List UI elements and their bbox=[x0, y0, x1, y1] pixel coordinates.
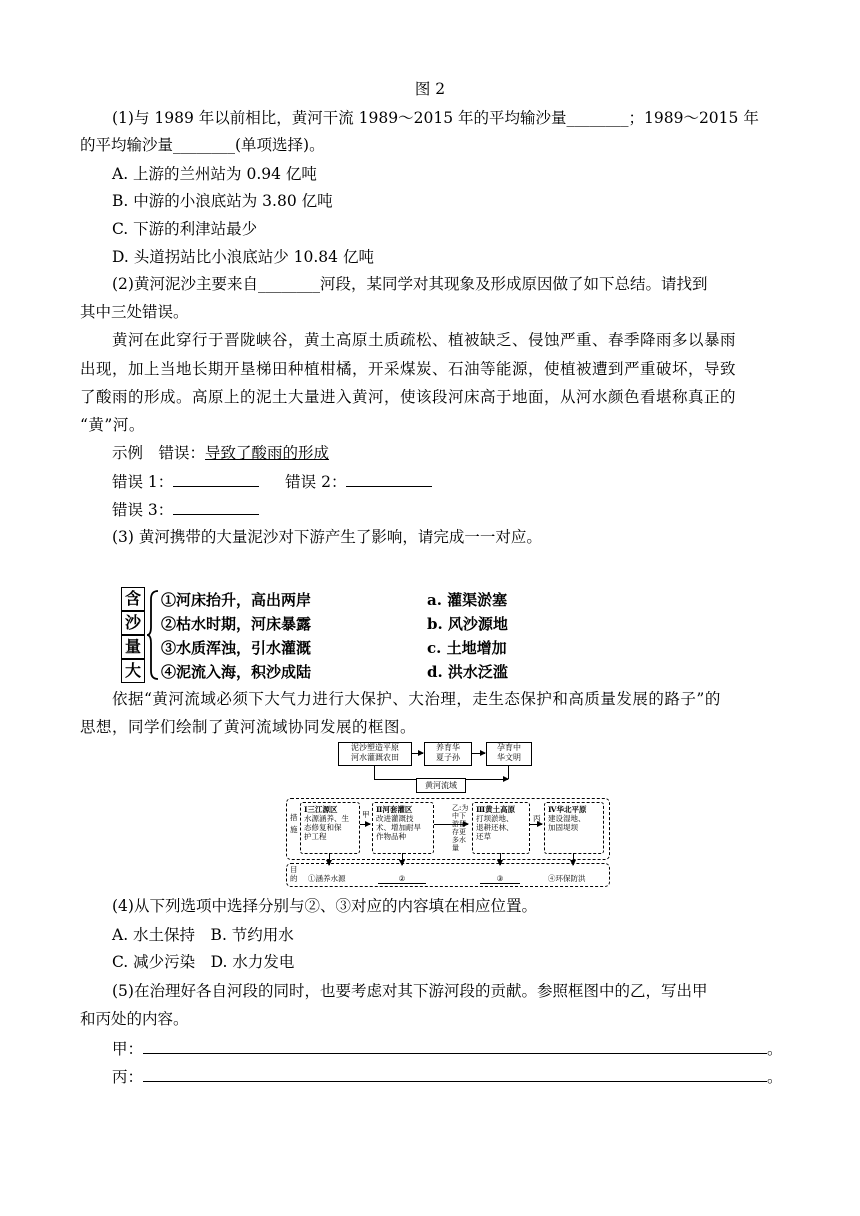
region-3: Ⅲ黄土高原 打坝淤地、 退耕还林、 还草 bbox=[472, 802, 530, 854]
example-prefix: 示例 错误： bbox=[112, 444, 206, 462]
bing-blank[interactable] bbox=[143, 1065, 767, 1082]
region-4: Ⅳ华北平原 建设湿地、 加固堤坝 bbox=[544, 802, 604, 854]
jia-blank[interactable] bbox=[143, 1037, 767, 1054]
side-char-4: 大 bbox=[121, 659, 145, 683]
flow-diagram bbox=[286, 742, 610, 886]
q5-jia-row: 甲： 。 bbox=[112, 1037, 783, 1060]
right-item-a: a. 灌渠淤塞 bbox=[427, 591, 508, 609]
q4-text: (4)从下列选项中选择分别与②、③对应的内容填在相应位置。 bbox=[112, 897, 537, 915]
top-box-2: 养育华 夏子孙 bbox=[424, 742, 472, 766]
q2-example bbox=[112, 442, 329, 464]
error2-blank[interactable] bbox=[346, 470, 432, 487]
left-item-4: ④泥流入海，积沙成陆 bbox=[161, 663, 312, 681]
jia-label: 甲： bbox=[112, 1040, 144, 1058]
left-item-3: ③水质浑浊，引水灌溉 bbox=[161, 639, 312, 657]
q2-line2: 其中三处错误。 bbox=[80, 303, 189, 321]
q2-passage-2: 出现，加上当地长期开垦梯田种植柑橘，开采煤炭、石油等能源，使植被遭到严重破坏，导致 bbox=[80, 360, 737, 378]
side-label-measures: 措 施 bbox=[290, 813, 298, 834]
q1-line1: (1)与 1989 年以前相比，黄河干流 1989～2015 年的平均输沙量________；1989～2015 年 bbox=[112, 109, 759, 127]
q1-option-d: D. 头道拐站比小浪底站少 10.84 亿吨 bbox=[112, 248, 374, 266]
q4-options-2: C. 减少污染 D. 水力发电 bbox=[112, 953, 295, 971]
figure-caption: 图 2 bbox=[414, 80, 446, 98]
center-box: 黄河流域 bbox=[416, 778, 466, 793]
side-char-2: 沙 bbox=[121, 611, 145, 635]
q2-errors-row2 bbox=[112, 498, 259, 521]
left-item-1: ①河床抬升，高出两岸 bbox=[161, 591, 312, 609]
left-item-2: ②枯水时期，河床暴露 bbox=[161, 615, 312, 633]
purpose-1: ①涵养水源 bbox=[308, 874, 346, 883]
q5-line2: 和丙处的内容。 bbox=[80, 1010, 189, 1028]
top-box-1: 泥沙塑造平原 河水灌溉农田 bbox=[338, 742, 412, 766]
matching-figure bbox=[117, 587, 531, 683]
q1-line2: 的平均输沙量________(单项选择)。 bbox=[80, 136, 325, 154]
error1-label: 错误 1： bbox=[112, 473, 174, 491]
q5-bing-row: 丙： 。 bbox=[112, 1065, 783, 1088]
error1-blank[interactable] bbox=[173, 470, 259, 487]
connector-bing: 丙 bbox=[533, 814, 541, 823]
example-error: 导致了酸雨的形成 bbox=[205, 444, 330, 462]
right-item-b: b. 风沙源地 bbox=[427, 615, 508, 633]
side-char-3: 量 bbox=[121, 635, 145, 659]
bing-label: 丙： bbox=[112, 1068, 144, 1086]
arrow-2 bbox=[471, 753, 485, 754]
connector-yi: 乙:为中下游留存更多水量 bbox=[452, 804, 469, 852]
error3-label: 错误 3： bbox=[112, 501, 174, 519]
purpose-2[interactable]: ② bbox=[378, 874, 426, 884]
q2-errors-row1 bbox=[112, 470, 432, 493]
right-item-d: d. 洪水泛滥 bbox=[427, 663, 508, 681]
q1-option-a: A. 上游的兰州站为 0.94 亿吨 bbox=[112, 165, 317, 183]
q3-text: (3) 黄河携带的大量泥沙对下游产生了影响，请完成一一对应。 bbox=[112, 528, 542, 546]
region-1: Ⅰ三江源区 水源涵养、生 态修复和保 护工程 bbox=[300, 802, 360, 854]
right-item-c: c. 土地增加 bbox=[427, 639, 507, 657]
side-label-purpose: 目 的 bbox=[290, 865, 298, 883]
brace-icon bbox=[146, 589, 160, 681]
arrow-1 bbox=[411, 753, 423, 754]
q2-passage-4: “黄”河。 bbox=[80, 416, 145, 434]
side-char-1: 含 bbox=[121, 587, 145, 611]
q1-option-c: C. 下游的利津站最少 bbox=[112, 220, 258, 238]
q5-line1: (5)在治理好各自河段的同时，也要考虑对其下游河段的贡献。参照框图中的乙，写出甲 bbox=[112, 982, 708, 1000]
q2-line1: (2)黄河泥沙主要来自________河段，某同学对其现象及形成原因做了如下总结。请找到 bbox=[112, 275, 708, 293]
q1-option-b: B. 中游的小浪底站为 3.80 亿吨 bbox=[112, 192, 333, 210]
intro-line1: 依据“黄河流域必须下大气力进行大保护、大治理，走生态保护和高质量发展的路子”的 bbox=[112, 690, 721, 708]
q4-options-1: A. 水土保持 B. 节约用水 bbox=[112, 926, 294, 944]
purpose-4: ④环保防洪 bbox=[548, 874, 586, 883]
purpose-3[interactable]: ③ bbox=[480, 874, 520, 884]
q2-passage-3: 了酸雨的形成。高原上的泥土大量进入黄河，使该段河床高于地面，从河水颜色看堪称真正的 bbox=[80, 388, 737, 406]
error2-label: 错误 2： bbox=[285, 473, 347, 491]
region-2: Ⅱ河套灌区 改进灌溉技 术、增加耐旱 作物品种 bbox=[372, 802, 434, 854]
error3-blank[interactable] bbox=[173, 498, 259, 515]
q2-passage-1: 黄河在此穿行于晋陇峡谷，黄土高原土质疏松、植被缺乏、侵蚀严重、春季降雨多以暴雨 bbox=[112, 331, 737, 349]
connector-jia: 甲 bbox=[362, 810, 370, 819]
intro-line2: 思想，同学们绘制了黄河流域协同发展的框图。 bbox=[80, 718, 417, 736]
top-box-3: 孕育中 华文明 bbox=[486, 742, 532, 766]
